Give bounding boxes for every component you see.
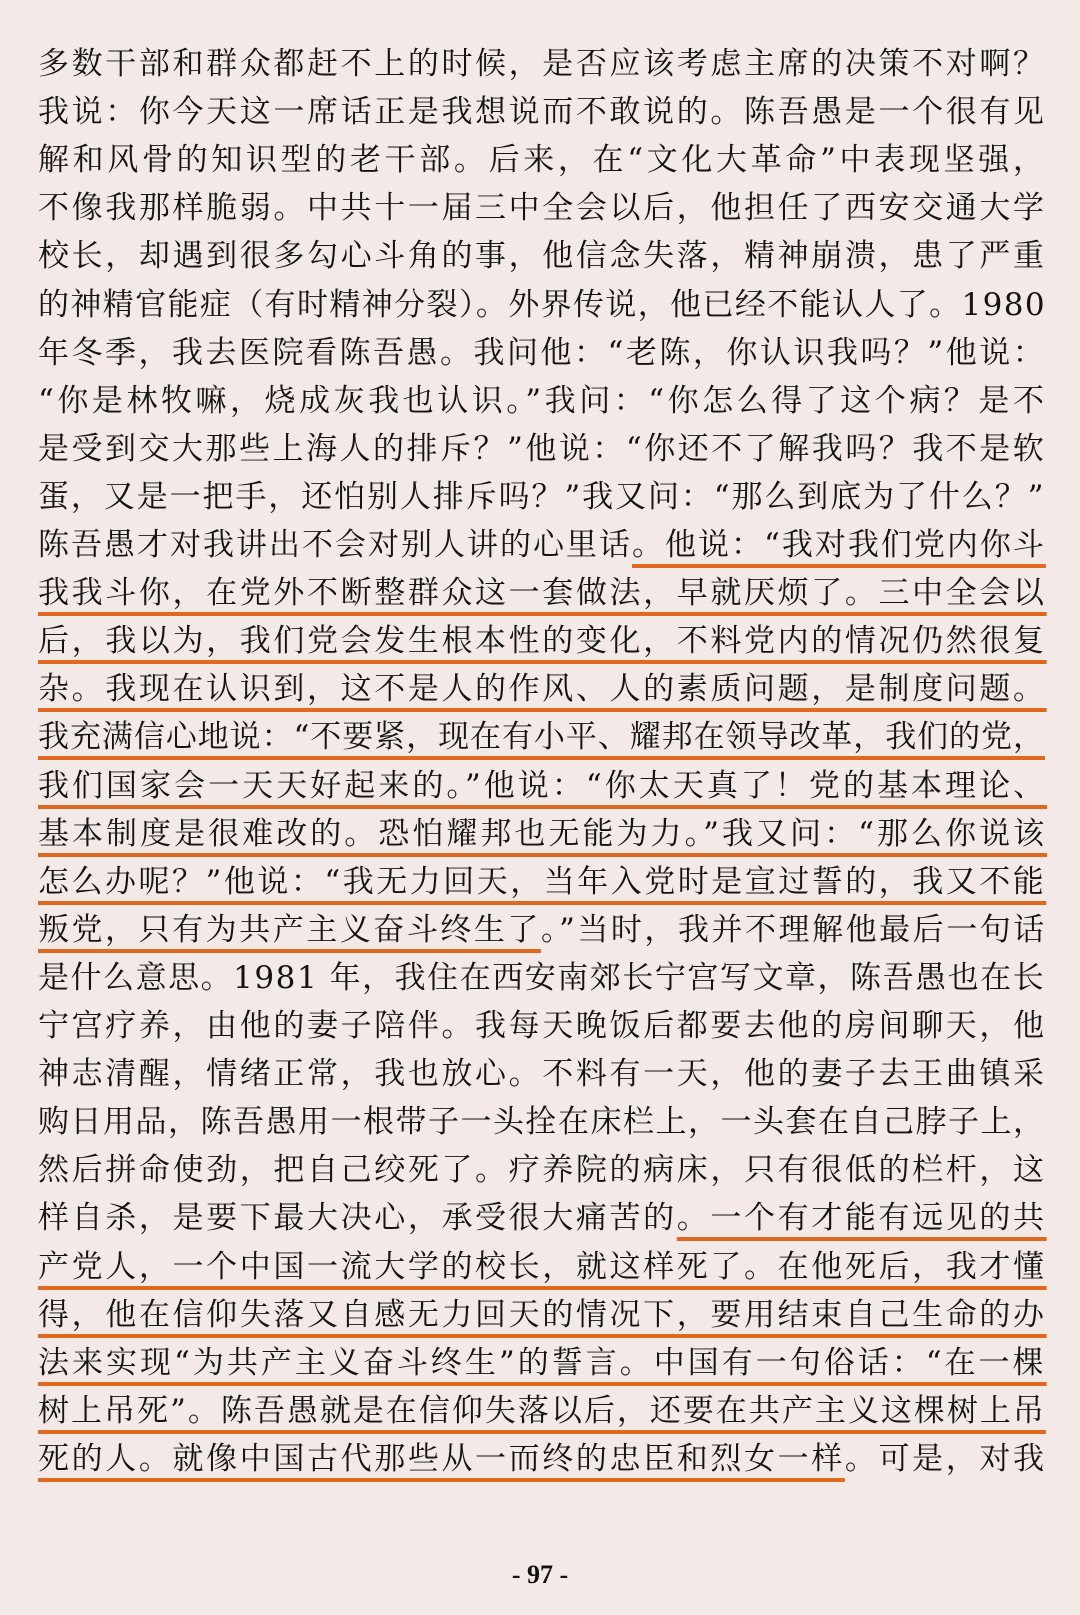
highlighted-text: 基本制度是很难改的。恐怕耀邦也无能为力。”我又问：“那么你说该: [38, 815, 1048, 852]
text-segment: 的神精官能症（有时精神分裂）。外界传说，他已经不能认人了。1980: [38, 286, 1046, 323]
highlighted-text: 我我斗你，在党外不断整群众这一套做法，早就厌烦了。三中全会以: [38, 575, 1047, 612]
text-line: [38, 329, 1046, 377]
text-line: [38, 617, 1047, 665]
text-segment: 蛋，又是一把手，还怕别人排斥吗？”我又问：“那么到底为了什么？”: [38, 478, 1046, 515]
highlighted-text: 死的人。就像中国古代那些从一而终的忠臣和烈女一样: [38, 1440, 845, 1477]
text-line: [38, 1146, 1047, 1194]
highlighted-text: 叛党，只有为共产主义奋斗终生了: [38, 911, 541, 948]
text-segment: 。可是，对我: [844, 1440, 1047, 1477]
text-line: [38, 281, 1046, 329]
text-line: [38, 521, 1046, 569]
text-line: [38, 1291, 1047, 1339]
text-line: [38, 1339, 1047, 1387]
text-segment: 校长，却遇到很多勾心斗角的事，他信念失落，精神崩溃，患了严重: [38, 238, 1047, 275]
highlighted-text: 我充满信心地说：“不要紧，现在有小平、耀邦在领导改革，我们的党，: [38, 719, 1045, 756]
text-segment: “你是林牧嘛，烧成灰我也认识。”我问：“你怎么得了这个病？是不: [38, 382, 1048, 419]
highlighted-text: 树上吊死”。陈吾愚就是在信仰失落以后，还要在共产主义这棵树上吊: [38, 1392, 1046, 1429]
text-line: [38, 954, 1045, 1002]
text-line: [38, 1243, 1047, 1291]
text-segment: 多数干部和群众都赶不上的时候，是否应该考虑主席的决策不对啊？: [38, 46, 1047, 82]
highlighted-text: 怎么办呢？”他说：“我无力回天，当年入党时是宣过誓的，我又不能: [38, 863, 1047, 900]
highlighted-text: 。一个有才能有远见的共: [676, 1200, 1047, 1237]
highlighted-text: 。他说：“我对我们党内你斗: [632, 527, 1046, 563]
text-segment: 。”当时，我并不理解他最后一句话: [540, 911, 1047, 948]
page-number: - 97 -: [511, 1560, 569, 1589]
text-line: [38, 665, 1047, 713]
text-line: [38, 136, 1048, 184]
text-segment: 不像我那样脆弱。中共十一届三中全会以后，他担任了西安交通大学: [38, 190, 1047, 227]
text-line: [38, 232, 1047, 280]
text-line: [38, 858, 1046, 906]
text-segment: 然后拼命使劲，把自己绞死了。疗养院的病床，只有很低的栏杆，这: [38, 1152, 1047, 1189]
text-segment: 我说：你今天这一席话正是我想说而不敢说的。陈吾愚是一个很有见: [38, 94, 1047, 131]
text-segment: 陈吾愚才对我讲出不会对别人讲的心里话: [38, 527, 632, 563]
text-line: [38, 1002, 1047, 1050]
highlighted-text: 我们国家会一天天好起来的。”他说：“你太天真了！党的基本理论、: [38, 767, 1048, 804]
text-line: [38, 810, 1047, 858]
text-line: [38, 88, 1047, 136]
highlighted-text: 产党人，一个中国一流大学的校长，就这样死了。在他死后，我才懂: [38, 1248, 1047, 1285]
text-line: [38, 1098, 1046, 1146]
text-line: [38, 40, 1047, 88]
text-segment: 宁宫疗养，由他的妻子陪伴。我每天晚饭后都要去他的房间聊天，他: [38, 1008, 1047, 1044]
text-segment: 年冬季，我去医院看陈吾愚。我问他：“老陈，你认识我吗？”他说：: [38, 334, 1047, 371]
text-line: [38, 762, 1047, 810]
highlighted-text: 杂。我现在认识到，这不是人的作风、人的素质问题，是制度问题。: [38, 671, 1047, 708]
text-line: [38, 473, 1045, 521]
text-line: [38, 377, 1047, 425]
text-segment: 样自杀，是要下最大决心，承受很大痛苦的: [38, 1200, 677, 1237]
text-segment: 是什么意思。1981 年，我住在西安南郊长宁宫写文章，陈吾愚也在长: [38, 959, 1046, 996]
text-line: [38, 713, 1045, 761]
text-segment: 是受到交大那些上海人的排斥？”他说：“你还不了解我吗？我不是软: [38, 430, 1047, 467]
highlighted-text: 法来实现“为共产主义奋斗终生”的誓言。中国有一句俗话：“在一棵: [38, 1344, 1047, 1381]
highlighted-text: 得，他在信仰失落又自感无力回天的情况下，要用结束自己生命的办: [38, 1296, 1047, 1333]
text-segment: 购日用品，陈吾愚用一根带子一头拴在床栏上，一头套在自己脖子上，: [38, 1104, 1046, 1141]
text-segment: 神志清醒，情绪正常，我也放心。不料有一天，他的妻子去王曲镇采: [38, 1056, 1047, 1093]
text-line: [38, 1194, 1047, 1242]
text-segment: 解和风骨的知识型的老干部。后来，在“文化大革命”中表现坚强，: [38, 142, 1048, 179]
text-line: [38, 1387, 1046, 1435]
text-line: [38, 1050, 1047, 1098]
highlighted-text: 后，我以为，我们党会发生根本性的变化，不料党内的情况仍然很复: [38, 623, 1047, 660]
text-line: [38, 906, 1047, 954]
text-line: [38, 184, 1047, 232]
text-line: [38, 1435, 1047, 1483]
text-line: [38, 425, 1046, 473]
text-line: [38, 569, 1047, 617]
